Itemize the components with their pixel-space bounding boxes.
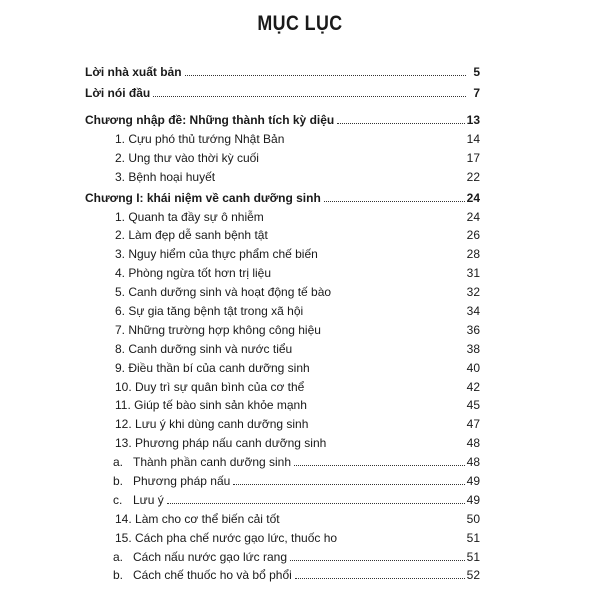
toc-entry-page: 31	[466, 266, 480, 281]
toc-entry-text: Cách chế thuốc ho và bổ phổi	[133, 568, 292, 583]
toc-entry-label	[113, 474, 230, 488]
toc-entry-page: 24	[466, 209, 480, 224]
toc-entry	[85, 450, 480, 469]
toc-entry-label	[113, 493, 164, 507]
toc-entry	[85, 224, 480, 243]
dot-leader	[167, 503, 465, 504]
dot-leader	[324, 201, 465, 202]
toc-entry-page: 34	[466, 304, 480, 319]
toc-entry-label: 7. Những trường hợp không công hiệu	[115, 322, 321, 337]
toc-entry-page: 13	[466, 113, 480, 127]
toc-entry-label: 3. Bệnh hoại huyết	[115, 169, 216, 184]
toc-entry-page: 32	[466, 285, 480, 300]
toc-entry-letter: c.	[113, 492, 123, 507]
dot-leader	[233, 484, 464, 485]
toc-entry-letter: a.	[113, 455, 124, 470]
toc-entry	[85, 526, 480, 545]
toc-entry	[85, 564, 480, 583]
toc-entry-page: 14	[466, 131, 480, 146]
toc-entry-page: 50	[466, 511, 480, 526]
toc-entry-page: 28	[466, 247, 480, 262]
dot-leader	[185, 75, 466, 76]
toc-entry-page: 26	[466, 228, 480, 243]
table-of-contents	[85, 60, 480, 582]
toc-entry-page: 51	[466, 549, 480, 564]
toc-entry-page: 7	[473, 86, 480, 100]
toc-entry-text: Phương pháp nấu	[133, 474, 231, 489]
toc-entry-label: 10. Duy trì sự quân bình của cơ thể	[115, 379, 305, 394]
toc-entry	[85, 507, 480, 526]
toc-entry-page: 51	[466, 530, 480, 545]
toc-entry-label: Lời nhà xuất bản	[85, 65, 182, 79]
toc-entry	[85, 280, 480, 299]
toc-entry-letter: b.	[113, 474, 124, 489]
toc-entry-page: 49	[466, 492, 480, 507]
toc-entry-page: 17	[466, 150, 480, 165]
toc-entry	[85, 242, 480, 261]
toc-entry	[85, 337, 480, 356]
toc-entry	[85, 394, 480, 413]
toc-entry-page: 48	[466, 455, 480, 470]
toc-entry-page: 40	[466, 360, 480, 375]
toc-entry-label: 5. Canh dưỡng sinh và hoạt động tế bào	[115, 285, 332, 300]
toc-entry-label: 3. Nguy hiểm của thực phẩm chế biến	[115, 247, 318, 262]
toc-entry-label: 4. Phòng ngừa tốt hơn trị liệu	[115, 266, 271, 281]
toc-entry-label	[113, 455, 291, 469]
toc-entry	[85, 469, 480, 488]
toc-entry-page: 52	[466, 568, 480, 583]
toc-entry	[85, 356, 480, 375]
dot-leader	[153, 96, 466, 97]
toc-entry-label: Chương nhập đề: Những thành tích kỳ diệu	[85, 113, 335, 127]
toc-entry-page: 36	[466, 322, 480, 337]
toc-entry-label: Lời nói đầu	[85, 86, 151, 100]
toc-entry-label: 15. Cách pha chế nước gạo lức, thuốc ho	[115, 530, 338, 545]
toc-entry-page: 47	[466, 417, 480, 432]
toc-entry-label: Chương I: khái niệm về canh dưỡng sinh	[85, 190, 321, 205]
toc-entry-label: 1. Cựu phó thủ tướng Nhật Bản	[115, 131, 285, 146]
toc-entry-text: Cách nấu nước gạo lức rang	[133, 549, 288, 564]
toc-entry	[85, 261, 480, 280]
page-title: MỤC LỤC	[257, 12, 343, 35]
toc-entry-label: 11. Giúp tế bào sinh sản khỏe mạnh	[115, 398, 307, 413]
toc-entry-label: 8. Canh dưỡng sinh và nước tiểu	[115, 341, 293, 356]
toc-entry-page: 48	[466, 436, 480, 451]
toc-entry-page: 24	[466, 190, 480, 205]
toc-entry-text: Thành phần canh dưỡng sinh	[133, 455, 292, 470]
toc-entry-label: 9. Điều thần bí của canh dưỡng sinh	[115, 360, 310, 375]
toc-entry-letter: b.	[113, 568, 124, 583]
toc-entry	[85, 165, 480, 184]
toc-entry-page: 38	[466, 341, 480, 356]
toc-entry	[85, 81, 480, 100]
toc-entry	[85, 375, 480, 394]
dot-leader	[290, 560, 465, 561]
toc-entry-label: 2. Làm đẹp dễ sanh bệnh tật	[115, 228, 268, 243]
dot-leader	[295, 578, 465, 579]
toc-entry-page: 5	[473, 65, 480, 79]
toc-entry	[85, 60, 480, 79]
toc-entry-text: Lưu ý	[133, 492, 164, 507]
toc-entry	[85, 488, 480, 507]
toc-entry	[85, 186, 480, 205]
toc-entry	[85, 431, 480, 450]
toc-entry	[85, 108, 480, 127]
dot-leader	[337, 123, 464, 124]
toc-entry-label: 6. Sự gia tăng bệnh tật trong xã hội	[115, 304, 304, 319]
toc-entry	[85, 318, 480, 337]
toc-entry	[85, 545, 480, 564]
toc-entry-label: 14. Làm cho cơ thể biến cải tốt	[115, 511, 280, 526]
toc-entry-label: 1. Quanh ta đầy sự ô nhiễm	[115, 209, 264, 224]
toc-entry-label	[113, 568, 292, 582]
dot-leader	[294, 465, 465, 466]
toc-entry-page: 42	[466, 379, 480, 394]
toc-entry-page: 49	[466, 474, 480, 489]
toc-entry-label: 12. Lưu ý khi dùng canh dưỡng sinh	[115, 417, 309, 432]
toc-entry-page: 22	[466, 169, 480, 184]
toc-entry	[85, 299, 480, 318]
toc-entry-page: 45	[466, 398, 480, 413]
toc-entry	[85, 127, 480, 146]
toc-entry-letter: a.	[113, 549, 124, 564]
toc-entry-label	[113, 550, 287, 564]
toc-entry-label: 2. Ung thư vào thời kỳ cuối	[115, 150, 259, 165]
toc-entry	[85, 146, 480, 165]
toc-entry	[85, 412, 480, 431]
toc-entry-label: 13. Phương pháp nấu canh dưỡng sinh	[115, 436, 327, 451]
toc-entry	[85, 205, 480, 224]
